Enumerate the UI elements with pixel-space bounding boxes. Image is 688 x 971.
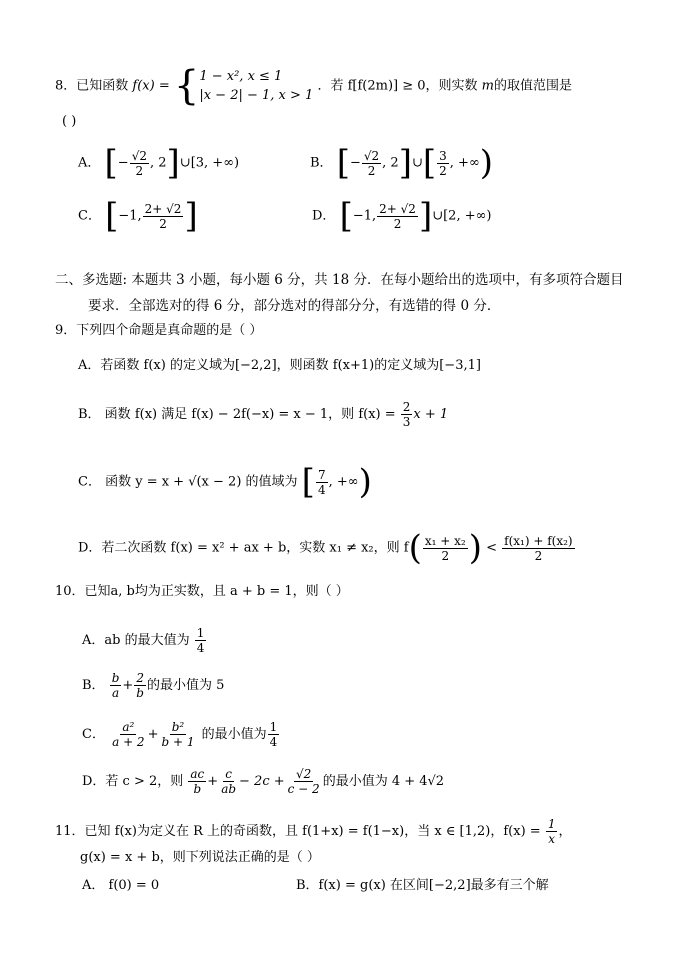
fraction: $\frac{1}{4}$ — [196, 626, 205, 655]
fraction: $\frac{1}{4}$ — [269, 720, 278, 749]
q9-option-a: A．若函数 f(x) 的定义域为[−2,2]，则函数 f(x+1)的定义域为[−3,1] — [78, 358, 481, 373]
q8-piecewise: { 1 − x², x ≤ 1 |x − 2| − 1, x > 1 — [173, 63, 314, 109]
text: , +∞ — [449, 155, 480, 171]
q11-option-a: A． f(0) = 0 — [82, 878, 160, 893]
text: ∪ — [411, 155, 423, 171]
q8-option-d: D． [−1, $\frac{2+ √2}{2}$ ]∪[2, +∞) — [312, 196, 492, 236]
q8-option-c: C． [−1, $\frac{2+ √2}{2}$ ] — [78, 196, 198, 236]
q11-stem — [55, 817, 571, 846]
q8-fx: f(x) = — [132, 78, 170, 94]
text: −1, — [118, 208, 142, 224]
text: + — [122, 678, 134, 693]
option-label: B． — [310, 155, 333, 171]
fraction: $\frac{√2}{2}$ — [131, 148, 147, 178]
text: 的最小值为 — [197, 727, 267, 742]
text: + — [207, 774, 219, 789]
q8-stem — [55, 63, 573, 109]
text: A．ab 的最大值为 — [82, 633, 190, 648]
q9-stem: 9．下列四个命题是真命题的是（ ） — [55, 323, 263, 338]
option-label: C． — [78, 208, 101, 224]
fraction: $\frac{\text{f(x₁) + f(x₂)}}{2}$ — [504, 533, 573, 563]
option-label: B． — [82, 678, 105, 693]
text: 的最小值为 5 — [146, 678, 225, 693]
text: −1, — [352, 208, 377, 224]
q11-option-b: B．f(x) = g(x) 在区间[−2,2]最多有三个解 — [296, 878, 549, 893]
text: 的最小值为 4 + 4√2 — [322, 774, 445, 789]
fraction: $\frac{c}{ab}$ — [221, 767, 237, 796]
text: , 2 — [382, 155, 399, 171]
q10-option-c — [82, 720, 280, 749]
text: , +∞ — [328, 474, 359, 490]
q10-option-b — [82, 671, 224, 700]
q9-option-d: D．若二次函数 f(x) = x² + ax + b，实数 x₁ ≠ x₂，则 f( $\frac{\text{x₁ + x₂}}{2}$ ) < $\frac{\text{f(x₁) + f(x₂)}}{2}$ — [78, 528, 573, 568]
minus: − — [349, 155, 361, 171]
q10-stem: 10．已知a, b均为正实数，且 a + b = 1，则（ ） — [55, 584, 349, 599]
option-label: D． — [312, 208, 336, 224]
text: x + 1 — [413, 407, 449, 422]
q8-case2: |x − 2| − 1, x > 1 — [199, 88, 314, 103]
text: − 2c + — [239, 774, 285, 789]
text: , 2 — [149, 155, 167, 171]
text: ∪[2, +∞) — [432, 208, 492, 224]
text: D．若 c > 2，则 — [82, 774, 184, 789]
fraction: $\frac{1}{x}$ — [547, 817, 556, 846]
fraction: $\frac{2+ √2}{2}$ — [144, 201, 182, 231]
q8-tail: 的取值范围是 — [494, 78, 573, 94]
q10-option-d — [82, 767, 444, 796]
fraction: $\frac{ac}{b}$ — [190, 767, 205, 796]
fraction: $\frac{7}{4}$ — [317, 467, 326, 497]
text: D．若二次函数 f(x) = x² + ax + b，实数 x₁ ≠ x₂，则 f — [78, 540, 409, 556]
section-heading-line1: 二、多选题: 本题共 3 小题，每小题 6 分，共 18 分．在每小题给出的选项中，有多项符合题目 — [55, 272, 624, 288]
text: + — [147, 727, 159, 742]
q8-answer-paren: ( ) — [62, 114, 77, 129]
text: 11．已知 f(x)为定义在 R 上的奇函数，且 f(1+x) = f(1−x)，当 x ∈ [1,2)，f(x) = — [55, 824, 541, 839]
fraction: $\frac{3}{2}$ — [439, 148, 447, 178]
q11-stem-line2: g(x) = x + b，则下列说法正确的是（ ） — [80, 850, 320, 865]
fraction: $\frac{√2}{2}$ — [363, 148, 380, 178]
fraction: $\frac{\text{x₁ + x₂}}{2}$ — [424, 533, 466, 563]
fraction: $\frac{b}{a}$ — [111, 671, 120, 700]
q9-option-b — [78, 400, 448, 429]
fraction: $\frac{2}{3}$ — [402, 400, 411, 429]
section-heading-line2: 要求．全部选对的得 6 分，部分选对的得部分分，有选错的得 0 分． — [88, 298, 501, 314]
fraction: $\frac{\text{b²}}{b + 1}$ — [161, 720, 195, 749]
text: ∪[3, +∞) — [179, 155, 240, 171]
text: C． 函数 y = x + √(x − 2) 的值域为 — [78, 474, 298, 490]
q9-option-c: C． 函数 y = x + √(x − 2) 的值域为 [ $\frac{7}{4}$ , +∞) — [78, 462, 372, 502]
q8-option-a: A． [− $\frac{√2}{2}$ , 2]∪[3, +∞) — [78, 143, 240, 183]
text: ， — [558, 824, 572, 839]
fraction: $\frac{√2}{c - 2}$ — [287, 767, 320, 796]
option-label: A． — [78, 155, 101, 171]
q8-case1: 1 − x², x ≤ 1 — [199, 69, 283, 84]
fraction: $\frac{\text{a²}}{a + 2}$ — [112, 720, 145, 749]
q10-option-a — [82, 626, 207, 655]
fraction: $\frac{2}{b}$ — [136, 671, 144, 700]
minus: − — [117, 155, 129, 171]
q8-var: m — [481, 78, 494, 94]
q8-option-b: B． [− $\frac{√2}{2}$ , 2]∪[ $\frac{3}{2}$ , +∞) — [310, 143, 494, 183]
q8-label: 8．已知函数 — [55, 78, 129, 94]
text: B． 函数 f(x) 满足 f(x) − 2f(−x) = x − 1，则 f(x) = — [78, 407, 396, 422]
option-label: C． — [82, 727, 105, 742]
text: < — [486, 540, 498, 556]
q8-condition: ．若 f[f(2m)] ≥ 0，则实数 — [317, 78, 478, 94]
fraction: $\frac{2+ √2}{2}$ — [379, 201, 416, 231]
